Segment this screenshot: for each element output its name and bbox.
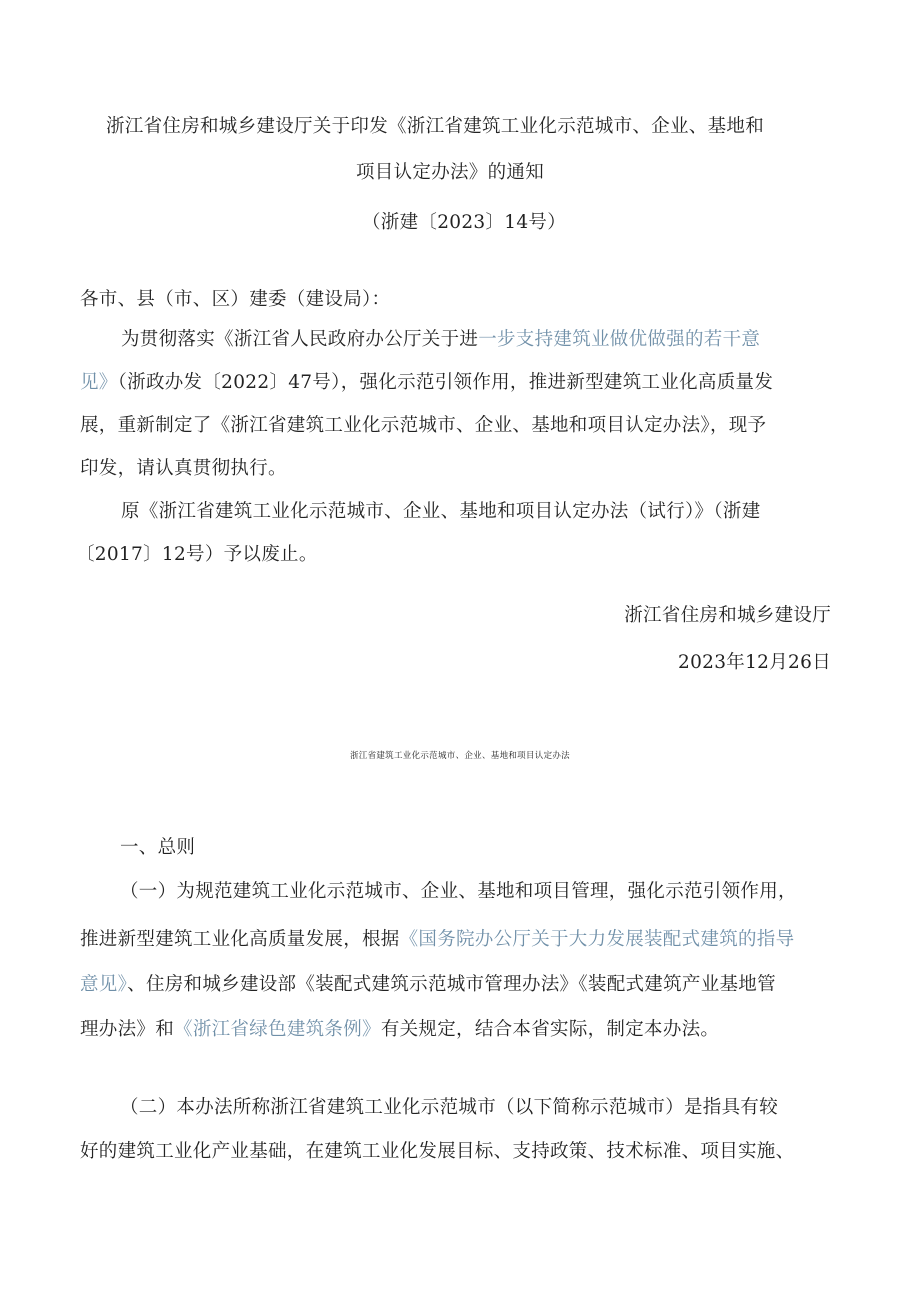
item2-line-1: （二）本办法所称浙江省建筑工业化示范城市（以下简称示范城市）是指具有较 xyxy=(120,1097,779,1118)
item1-line-3 xyxy=(80,972,776,998)
item1-line-1: （一）为规范建筑工业化示范城市、企业、基地和项目管理，强化示范引领作用， xyxy=(120,881,797,902)
notice-title-line-1: 浙江省住房和城乡建设厅关于印发《浙江省建筑工业化示范城市、企业、基地和 xyxy=(106,116,765,137)
para1-line-2-text: （浙政办发〔2022〕47号），强化示范引领作用，推进新型建筑工业化高质量发 xyxy=(117,372,774,393)
para2-line-2: 〔2017〕12号）予以废止。 xyxy=(76,544,318,565)
para2-line-1: 原《浙江省建筑工业化示范城市、企业、基地和项目认定办法（试行）》（浙建 xyxy=(121,501,761,522)
para1-line-1-text: 为贯彻落实《浙江省人民政府办公厅关于进 xyxy=(121,329,479,350)
para1-line-4: 印发，请认真贯彻执行。 xyxy=(80,458,287,479)
item1-line-4-text-b: 有关规定，结合本省实际，制定本办法。 xyxy=(380,1019,720,1040)
item2-line-2: 好的建筑工业化产业基础，在建筑工业化发展目标、支持政策、技术标准、项目实施、 xyxy=(80,1141,795,1162)
item1-line-2 xyxy=(80,927,794,953)
salutation: 各市、县（市、区）建委（建设局）： xyxy=(80,289,391,310)
policy-link-construction-industry-end[interactable]: 见》 xyxy=(80,372,118,393)
measures-title: 浙江省建筑工业化示范城市、企业、基地和项目认定办法 xyxy=(349,751,570,761)
document-number: （浙建〔2023〕14号） xyxy=(362,212,567,233)
policy-link-state-council[interactable]: 《国务院办公厅关于大力发展装配式建筑的指导 xyxy=(399,929,795,950)
policy-link-green-building-regulation[interactable]: 《浙江省绿色建筑条例》 xyxy=(174,1019,381,1040)
item1-line-4-text-a: 理办法》和 xyxy=(80,1019,175,1040)
issue-date: 2023年12月26日 xyxy=(678,652,831,673)
policy-link-state-council-end[interactable]: 意见》 xyxy=(80,974,128,995)
item1-line-4 xyxy=(80,1017,719,1043)
para1-line-1 xyxy=(121,327,760,353)
para1-line-2 xyxy=(80,370,773,396)
item1-line-3-text: 、住房和城乡建设部《装配式建筑示范城市管理办法》《装配式建筑产业基地管 xyxy=(127,974,776,995)
issuer-signature: 浙江省住房和城乡建设厅 xyxy=(624,605,831,626)
item1-line-2-text: 推进新型建筑工业化高质量发展，根据 xyxy=(80,929,400,950)
para1-line-3: 展，重新制定了《浙江省建筑工业化示范城市、企业、基地和项目认定办法》，现予 xyxy=(80,415,767,436)
policy-link-construction-industry[interactable]: 一步支持建筑业做优做强的若干意 xyxy=(478,329,761,350)
section-heading-general: 一、总则 xyxy=(120,837,196,858)
notice-title-line-2: 项目认定办法》的通知 xyxy=(356,162,545,183)
